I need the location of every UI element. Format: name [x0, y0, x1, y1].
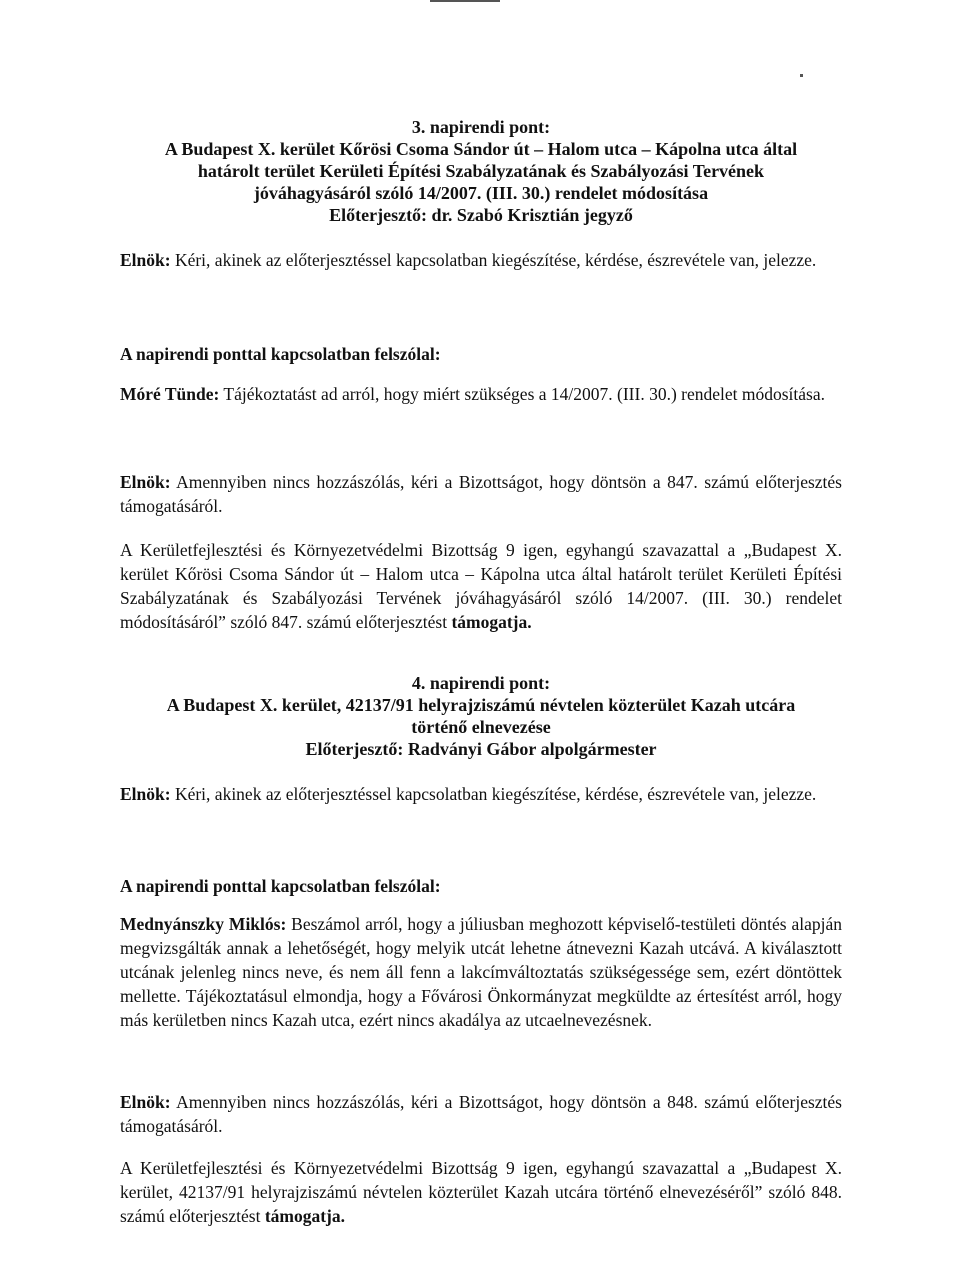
decision-text: A Kerületfejlesztési és Környezetvédelmi Bizottság 9 igen, egyhangú szavazattal a „Budapest X. kerület Kőrösi Csoma Sándor út – Halom utca – Kápolna utca által határolt terület Kerületi Építési Szabályzatának és Szabályozási Tervének jóváhagyásáról szóló 14/2007. (III. 30.) rendelet módosításáról” szóló 847. számú előterjesztést: [120, 540, 842, 632]
agenda-item-title: határolt terület Kerületi Építési Szabályzatának és Szabályozási Tervének: [197, 161, 765, 181]
statement-text: Amennyiben nincs hozzászólás, kéri a Bizottságot, hogy döntsön a 847. számú előterjesztés támogatásáról.: [120, 472, 842, 516]
agenda-item-number: 4. napirendi pont:: [411, 673, 551, 693]
chair-statement: [120, 248, 842, 272]
statement-text: Kéri, akinek az előterjesztéssel kapcsolatban kiegészítése, kérdése, észrevétele van, jelezze.: [170, 250, 817, 270]
committee-decision: [120, 1156, 842, 1228]
speakers-heading: A napirendi ponttal kapcsolatban felszólal:: [120, 344, 441, 364]
chair-statement: [120, 782, 842, 806]
decision-text: A Kerületfejlesztési és Környezetvédelmi Bizottság 9 igen, egyhangú szavazattal a „Budapest X. kerület, 42137/91 helyrajziszámú névtelen közterület Kazah utcára történő elnevezéséről” szóló 848. számú előterjesztést: [120, 1158, 842, 1226]
speaker-statement: [120, 912, 842, 1032]
speaker-label: Elnök:: [120, 250, 171, 270]
statement-text: Kéri, akinek az előterjesztéssel kapcsolatban kiegészítése, kérdése, észrevétele van, jelezze.: [170, 784, 817, 804]
chair-statement: [120, 1090, 842, 1138]
agenda-item-4-header: [120, 672, 842, 760]
speaker-label: Móré Tünde:: [120, 384, 220, 404]
chair-statement: [120, 470, 842, 518]
speaker-label: Mednyánszky Miklós:: [120, 914, 287, 934]
agenda-item-title: jóváhagyásáról szóló 14/2007. (III. 30.) rendelet módosítása: [253, 183, 709, 203]
statement-text: Amennyiben nincs hozzászólás, kéri a Bizottságot, hogy döntsön a 848. számú előterjesztés támogatásáról.: [120, 1092, 842, 1136]
agenda-item-presenter: Előterjesztő: Radványi Gábor alpolgármester: [305, 739, 657, 759]
agenda-item-title: történő elnevezése: [411, 717, 551, 737]
decision-outcome: támogatja.: [451, 612, 532, 632]
committee-decision: [120, 538, 842, 634]
agenda-item-title: A Budapest X. kerület Kőrösi Csoma Sándor út – Halom utca – Kápolna utca által: [164, 139, 798, 159]
speaker-statement: [120, 382, 842, 406]
scan-artifact: [430, 0, 500, 2]
speaker-label: Elnök:: [120, 472, 171, 492]
statement-text: Tájékoztatást ad arról, hogy miért szükséges a 14/2007. (III. 30.) rendelet módosítása.: [219, 384, 826, 404]
speaker-label: Elnök:: [120, 784, 171, 804]
agenda-item-number: 3. napirendi pont:: [411, 117, 551, 137]
statement-text: Beszámol arról, hogy a júliusban meghozott képviselő-testületi döntés alapján megvizsgálták annak a lehetőségét, hogy melyik utcát lehetne átnevezni Kazah utcává. A kiválasztott utcának jelenleg nincs neve, és nem áll fenn a lakcímváltoztatás szükségessége sem, ezért döntöttek mellette. Tájékoztatásul elmondja, hogy a Fővárosi Önkormányzat megküldte az értesítést arról, hogy más kerületben nincs Kazah utca, ezért nincs akadálya az utcaelnevezésnek.: [120, 914, 842, 1030]
agenda-item-title: A Budapest X. kerület, 42137/91 helyrajziszámú névtelen közterület Kazah utcára: [166, 695, 796, 715]
scan-artifact: [800, 74, 803, 77]
speaker-label: Elnök:: [120, 1092, 171, 1112]
speakers-heading: A napirendi ponttal kapcsolatban felszólal:: [120, 876, 441, 896]
decision-outcome: támogatja.: [264, 1206, 345, 1226]
agenda-item-3-header: [120, 116, 842, 226]
agenda-item-presenter: Előterjesztő: dr. Szabó Krisztián jegyző: [329, 205, 633, 225]
